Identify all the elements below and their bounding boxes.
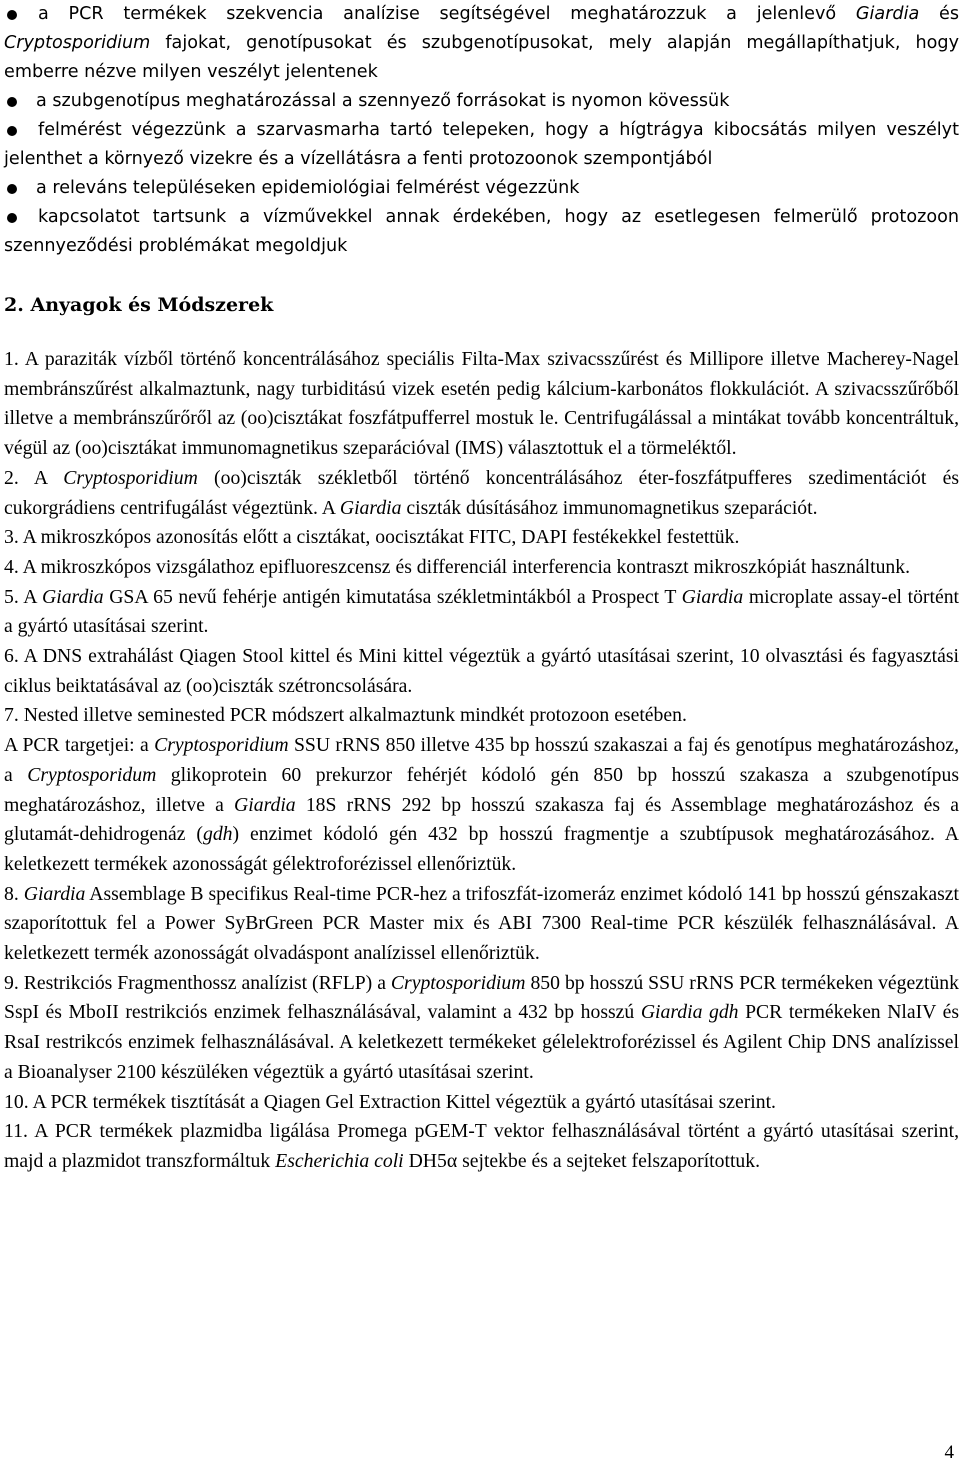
method-paragraph: 10. A PCR termékek tisztítását a Qiagen Gel Extraction Kittel végeztük a gyártó utasításai szerint. (4, 1090, 776, 1113)
section-heading: 2. Anyagok és Módszerek (4, 294, 274, 316)
list-item: felmérést végezzünk a szarvasmarha tartó telepeken, hogy a hígtrágya kibocsátás milyen veszélyt jelenthet a környező vizekre és a vízellátásra a fenti protozoonok szempontjából (4, 120, 959, 169)
method-paragraph: 5. A Giardia GSA 65 nevű fehérje antigén kimutatása székletmintákból a Prospect T Giardia microplate assay-el történt a gyártó utasításai szerint. (4, 585, 960, 638)
method-paragraph: 9. Restrikciós Fragmenthossz analízist (RFLP) a Cryptosporidium 850 bp hosszú SSU rRNS PCR termékeken végeztünk SspI és MboII restrikciós enzimek felhasználásával, valamint a 432 bp hosszú Giardia gdh PCR termékeken NlaIV és RsaI restrikcós enzimek felhasználásával. A keletkezett termékeket gélelektroforézissel és Agilent Chip DNS analízissel a Bioanalyser 2100 készüléken végeztük a gyártó utasításai szerint. (4, 971, 959, 1083)
bullet-dot-icon (7, 97, 17, 107)
method-paragraph: 4. A mikroszkópos vizsgálathoz epifluoreszcensz és differenciál interferencia kontraszt mikroszkópiát használtunk. (4, 555, 911, 578)
document-page (4, 0, 959, 1177)
bullet-dot-icon (7, 126, 17, 136)
objectives-list (4, 0, 959, 261)
list-item: a PCR termékek szekvencia analízise segítségével meghatározzuk a jelenlevő Giardia és Cryptosporidium fajokat, genotípusokat és szubgenotípusokat, mely alapján megállapíthatjuk, hogy emberre nézve milyen veszélyt jelentenek (4, 4, 959, 82)
methods-section (4, 345, 959, 1177)
list-item: a szubgenotípus meghatározással a szennyező forrásokat is nyomon kövessük (4, 87, 959, 116)
bullet-dot-icon (7, 213, 17, 223)
method-paragraph: 3. A mikroszkópos azonosítás előtt a cisztákat, oocisztákat FITC, DAPI festékekkel festettük. (4, 526, 740, 549)
method-paragraph: 7. Nested illetve seminested PCR módszert alkalmaztunk mindkét protozoon esetében. (4, 704, 687, 727)
method-paragraph: 11. A PCR termékek plazmidba ligálása Promega pGEM-T vektor felhasználásával történt a gyártó utasításai szerint, majd a plazmidot transzformáltuk Escherichia coli DH5α sejtekbe és a sejteket felszaporítottuk. (4, 1120, 959, 1172)
list-item: kapcsolatot tartsunk a vízművekkel annak érdekében, hogy az esetlegesen felmerülő protozoon szennyeződési problémákat megoldjuk (4, 207, 959, 256)
method-paragraph: 2. A Cryptosporidium (oo)ciszták székletből történő koncentrálásához éter-foszfátpufferes szedimentációt és cukorgrádiens centrifugálást végeztünk. A Giardia ciszták dúsításához immunomagnetikus szeparációt. (4, 466, 959, 519)
method-paragraph: 1. A paraziták vízből történő koncentrálásához speciális Filta-Max szivacsszűrést és Millipore illetve Macherey-Nagel membránszűrést alkalmaztunk, nagy turbiditású vizek esetén pedig kálcium-karbonátos flokkulációt. A szivacsszűrőből illetve a membránszűrőről az (oo)cisztákat foszfátpufferrel mostuk le. Centrifugálással a mintákat tovább koncentráltuk, végül az (oo)cisztákat immunomagnetikus szeparációval (IMS) választottuk el a törmeléktől. (4, 348, 959, 460)
bullet-dot-icon (7, 10, 17, 20)
list-item: a releváns településeken epidemiológiai felmérést végezzünk (4, 174, 959, 203)
bullet-dot-icon (7, 184, 17, 194)
page-number: 4 (944, 1442, 954, 1463)
method-paragraph: 8. Giardia Assemblage B specifikus Real-time PCR-hez a trifoszfát-izomeráz enzimet kódoló 141 bp hosszú génszakaszt szaporítottuk fel a Power SyBrGreen PCR Master mix és ABI 7300 Real-time PCR készülék felhasználásával. A keletkezett termék azonosságát olvadáspont analízissel ellenőriztük. (4, 882, 959, 965)
method-paragraph: 6. A DNS extrahálást Qiagen Stool kittel és Mini kittel végeztük a gyártó utasításai szerint, 10 olvasztási és fagyasztási ciklus beiktatásával az (oo)ciszták szétroncsolására. (4, 645, 959, 697)
method-paragraph: A PCR targetjei: a Cryptosporidium SSU rRNS 850 illetve 435 bp hosszú szakaszai a faj és genotípus meghatározáshoz, a Cryptosporidum glikoprotein 60 prekurzor fehérjét kódoló gén 850 bp hosszú szakasza a szubgenotípus meghatározáshoz, illetve a Giardia 18S rRNS 292 bp hosszú szakasza faj és Assemblage meghatározáshoz és a glutamát-dehidrogenáz (gdh) enzimet kódoló gén 432 bp hosszú fragmentje a szubtípusok meghatározásához. A keletkezett termékek azonosságát gélektroforézissel ellenőriztük. (4, 734, 959, 875)
